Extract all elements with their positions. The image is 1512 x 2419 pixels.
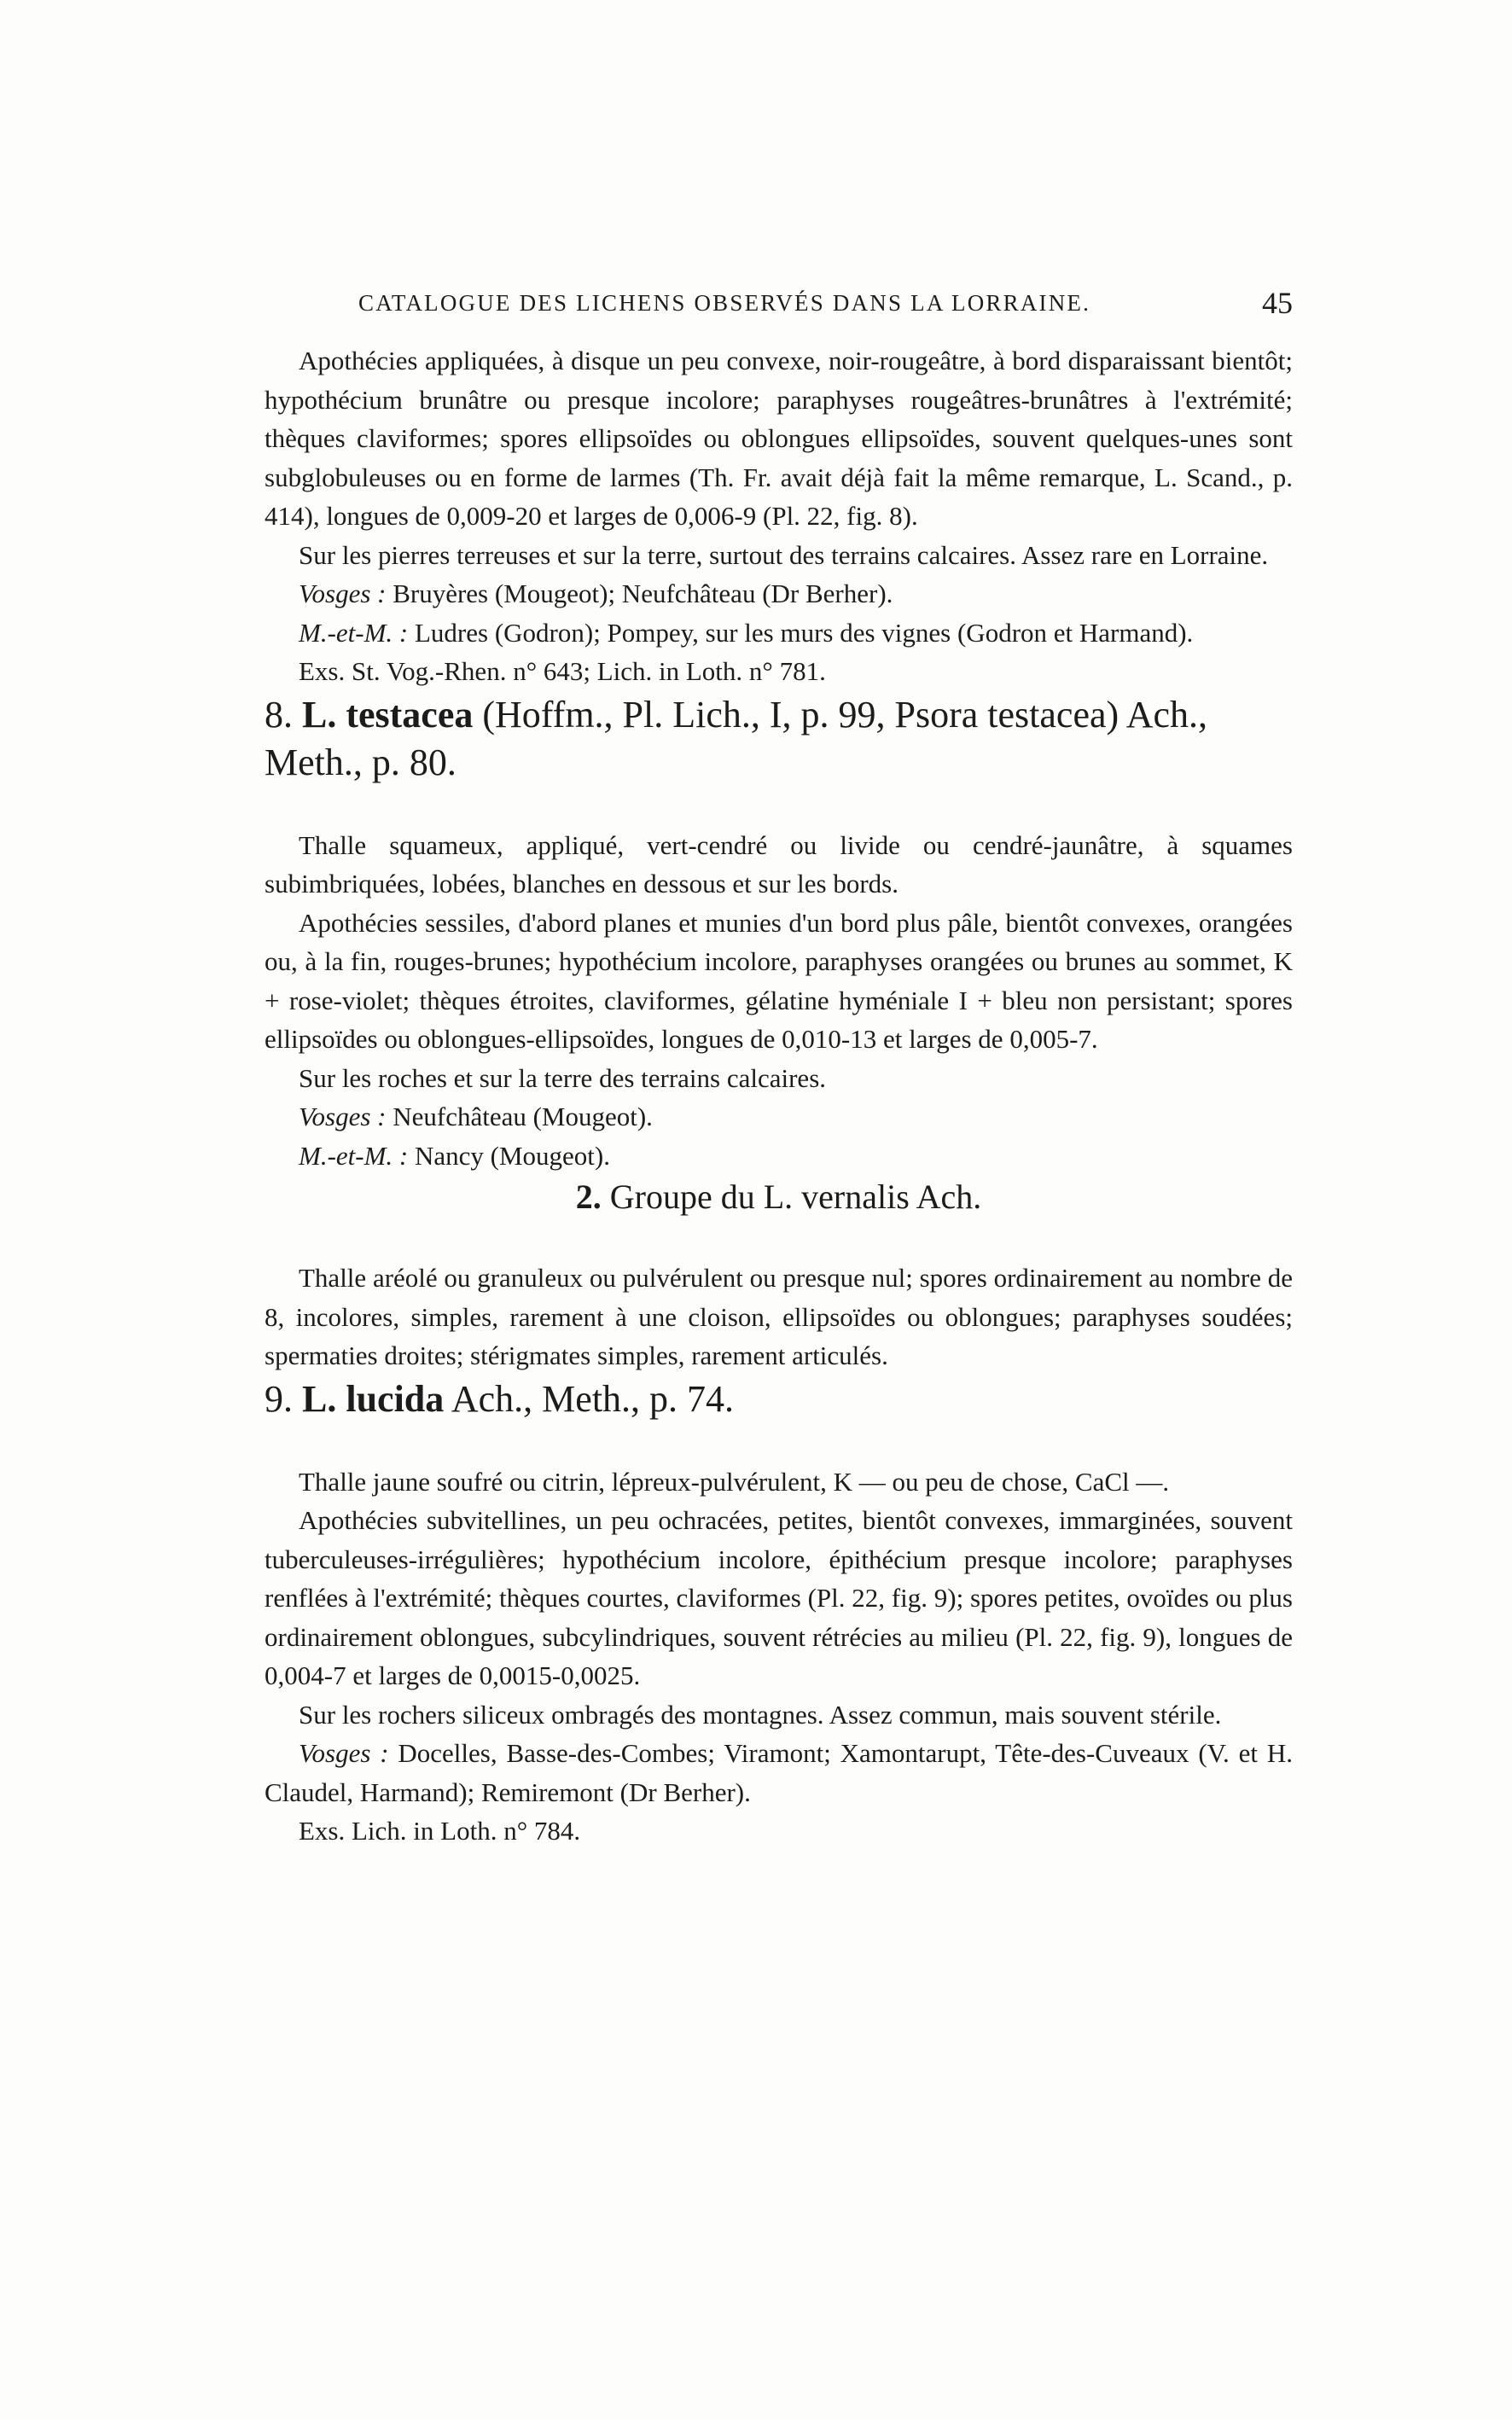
locality-text: Docelles, Basse-des-Combes; Viramont; Xamontarupt, Tête-des-Cuveaux (V. et H. Claudel, Harmand); Remiremont (Dr Berher). <box>265 1738 1293 1807</box>
thallus-paragraph: Thalle squameux, appliqué, vert-cendré ou livide ou cendré-jaunâtre, à squames subimbriquées, lobées, blanches en dessous et sur les bords. <box>265 829 1293 898</box>
group-number: 2. <box>575 1178 602 1216</box>
locality-label: Vosges : <box>299 579 387 608</box>
species-name: L. lucida <box>302 1377 445 1420</box>
locality-vosges <box>265 1734 1293 1811</box>
habitat-paragraph: Sur les pierres terreuses et sur la terre, surtout des terrains calcaires. Assez rare en Lorraine. <box>299 539 1269 570</box>
locality-vosges <box>265 1097 1293 1137</box>
locality-text: Neufchâteau (Mougeot). <box>393 1102 653 1131</box>
page-number: 45 <box>1262 286 1293 320</box>
species-number: 9. <box>265 1377 293 1420</box>
locality-vosges <box>265 574 1293 613</box>
apothecia-paragraph: Apothécies sessiles, d'abord planes et munies d'un bord plus pâle, bientôt convexes, orangées ou, à la fin, rouges-brunes; hypothécium incolore, paraphyses orangées ou brunes au sommet, K + rose-violet; thèques étroites, claviformes, gélatine hyméniale I + bleu non persistant; spores ellipsoïdes ou oblongues-ellipsoïdes, longues de 0,010-13 et larges de 0,005-7. <box>265 907 1293 1054</box>
locality-label: M.-et-M. : <box>299 1140 409 1171</box>
body-text <box>265 341 1293 1851</box>
exsiccata: Exs. St. Vog.-Rhen. n° 643; Lich. in Loth. n° 781. <box>299 656 826 686</box>
habitat-paragraph: Sur les rochers siliceux ombragés des montagnes. Assez commun, mais souvent stérile. <box>299 1699 1222 1730</box>
thallus-paragraph: Thalle jaune soufré ou citrin, lépreux-pulvérulent, K — ou peu de chose, CaCl —. <box>299 1466 1170 1497</box>
species-heading <box>265 1375 1293 1423</box>
locality-label: Vosges : <box>299 1738 389 1768</box>
running-header <box>265 286 1293 324</box>
species-heading <box>265 691 1293 787</box>
group-title: Groupe du L. vernalis Ach. <box>609 1178 982 1216</box>
locality-meurthe-et-moselle <box>265 1137 1293 1176</box>
locality-text: Nancy (Mougeot). <box>415 1140 610 1171</box>
apothecia-paragraph: Apothécies subvitellines, un peu ochracées, petites, bientôt convexes, immarginées, souvent tuberculeuses-irrégulières; hypothécium incolore, épithécium presque incolore; paraphyses renflées à l'extrémité; thèques courtes, claviformes (Pl. 22, fig. 9); spores petites, ovoïdes ou plus ordinairement oblongues, subcylindriques, souvent rétrécies au milieu (Pl. 22, fig. 9), longues de 0,004-7 et larges de 0,0015-0,0025. <box>265 1505 1293 1690</box>
species-citation: (Hoffm., Pl. Lich., I, p. 99, Psora testacea) Ach., Meth., p. 80. <box>265 693 1208 783</box>
locality-label: Vosges : <box>299 1102 387 1131</box>
habitat-paragraph: Sur les roches et sur la terre des terrains calcaires. <box>299 1062 827 1093</box>
species-name: L. testacea <box>302 693 474 736</box>
locality-text: Bruyères (Mougeot); Neufchâteau (Dr Berher). <box>393 579 893 608</box>
running-title: CATALOGUE DES LICHENS OBSERVÉS DANS LA LORRAINE. <box>358 290 1091 316</box>
species-number: 8. <box>265 693 293 736</box>
group-description: Thalle aréolé ou granuleux ou pulvérulent ou presque nul; spores ordinairement au nombre de 8, incolores, simples, rarement à une cloison, ellipsoïdes ou oblongues; paraphyses soudées; spermaties droites; stérigmates simples, rarement articulés. <box>265 1263 1293 1370</box>
species-citation: Ach., Meth., p. 74. <box>451 1377 735 1420</box>
locality-meurthe-et-moselle <box>265 613 1293 653</box>
apothecia-paragraph: Apothécies appliquées, à disque un peu convexe, noir-rougeâtre, à bord disparaissant bientôt; hypothécium brunâtre ou presque incolore; paraphyses rougeâtres-brunâtres à l'extrémité; thèques claviformes; spores ellipsoïdes ou oblongues ellipsoïdes, souvent quelques-unes sont subglobuleuses ou en forme de larmes (Th. Fr. avait déjà fait la même remarque, L. Scand., p. 414), longues de 0,009-20 et larges de 0,006-9 (Pl. 22, fig. 8). <box>265 346 1293 531</box>
exsiccata: Exs. Lich. in Loth. n° 784. <box>299 1816 581 1846</box>
locality-text: Ludres (Godron); Pompey, sur les murs des vignes (Godron et Harmand). <box>415 617 1194 648</box>
locality-label: M.-et-M. : <box>299 617 409 648</box>
group-heading <box>265 1175 1293 1219</box>
